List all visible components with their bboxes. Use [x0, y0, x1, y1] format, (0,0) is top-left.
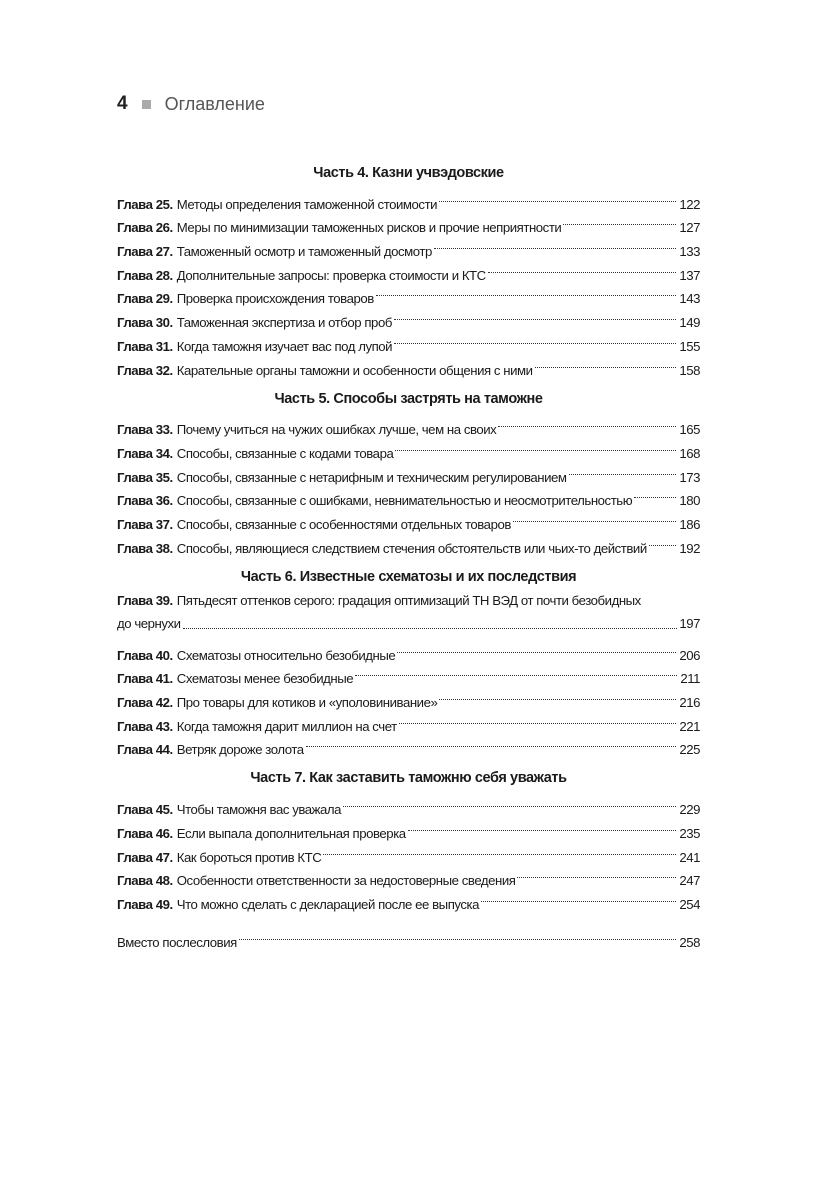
chapter-title: Проверка происхождения товаров [176, 291, 374, 307]
dot-leader [395, 636, 678, 660]
chapter-title: Что можно сделать с декларацией после ее выпуска [176, 896, 480, 912]
dot-leader [392, 303, 678, 327]
page-ref: 241 [679, 849, 700, 865]
chapter-title: Способы, являющиеся следствием стечения обстоятельств или чьих-то действий [176, 540, 647, 556]
chapter-label: Глава 42. [117, 695, 173, 711]
page-ref: 206 [679, 647, 700, 663]
part-heading: Часть 4. Казни учвэдовские [313, 165, 504, 181]
page-ref: 149 [679, 315, 700, 331]
dot-leader [437, 185, 678, 209]
dot-leader [496, 411, 678, 435]
chapter-title: Карательные органы таможни и особенности общения с ними [176, 362, 533, 378]
dot-leader [181, 612, 680, 636]
chapter-title: Ветряк дороже золота [176, 742, 304, 758]
page-ref: 133 [679, 244, 700, 260]
part-heading: Часть 7. Как заставить таможню себя уважать [250, 770, 567, 787]
toc-entry[interactable] [117, 636, 700, 663]
chapter-label: Глава 48. [117, 873, 173, 889]
chapter-label: Глава 25. [117, 196, 173, 212]
dot-leader [341, 790, 678, 814]
page-header [117, 93, 265, 115]
dot-leader [561, 209, 678, 233]
dot-leader [511, 505, 678, 529]
afterword-title: Вместо послесловия [117, 934, 237, 950]
dot-leader [237, 923, 679, 947]
page-ref: 186 [679, 516, 700, 532]
chapter-label: Глава 31. [117, 338, 173, 354]
chapter-label: Глава 37. [117, 516, 173, 532]
chapter-title: Если выпала дополнительная проверка [176, 825, 406, 841]
toc-entry-afterword[interactable] [117, 923, 700, 950]
dot-leader [647, 529, 679, 553]
chapter-title-continued: до чернухи [117, 616, 181, 632]
chapter-label: Глава 27. [117, 244, 173, 260]
page-ref: 168 [679, 445, 700, 461]
page-ref: 143 [679, 291, 700, 307]
page-ref: 137 [679, 267, 700, 283]
dot-leader [393, 434, 678, 458]
page-ref: 173 [679, 469, 700, 485]
page-ref: 216 [679, 695, 700, 711]
page-ref: 127 [679, 220, 700, 236]
chapter-label: Глава 44. [117, 742, 173, 758]
dot-leader [486, 256, 679, 280]
chapter-label: Глава 26. [117, 220, 173, 236]
chapter-label: Глава 39. [117, 592, 173, 608]
chapter-title: Методы определения таможенной стоимости [176, 196, 438, 212]
dot-leader [397, 707, 679, 731]
chapter-title: Как бороться против КТС [176, 849, 322, 865]
chapter-label: Глава 38. [117, 540, 173, 556]
square-separator-icon [142, 100, 151, 109]
chapter-title: Меры по минимизации таможенных рисков и прочие неприятности [176, 220, 562, 236]
running-title: Оглавление [164, 93, 265, 114]
dot-leader [437, 683, 678, 707]
page-ref: 258 [679, 934, 700, 950]
chapter-label: Глава 30. [117, 315, 173, 331]
page-ref: 165 [679, 422, 700, 438]
page-ref: 225 [679, 742, 700, 758]
dot-leader [632, 482, 678, 506]
page-ref: 180 [679, 493, 700, 509]
dot-leader [304, 731, 679, 755]
chapter-label: Глава 45. [117, 802, 173, 818]
chapter-title: Схематозы менее безобидные [176, 671, 354, 687]
chapter-title: Способы, связанные с ошибками, невнимательностью и неосмотрительностью [176, 493, 633, 509]
part-heading: Часть 6. Известные схематозы и их последствия [240, 568, 577, 585]
page-ref: 122 [679, 196, 700, 212]
dot-leader [321, 838, 678, 862]
chapter-label: Глава 33. [117, 422, 173, 438]
chapter-title: Способы, связанные с кодами товара [176, 445, 394, 461]
chapter-label: Глава 40. [117, 647, 173, 663]
page-ref: 247 [679, 873, 700, 889]
chapter-title: Когда таможня дарит миллион на счет [176, 718, 397, 734]
chapter-title: Способы, связанные с нетарифным и техническим регулированием [176, 469, 567, 485]
chapter-label: Глава 32. [117, 362, 173, 378]
part-heading: Часть 5. Способы застрять на таможне [274, 390, 543, 407]
dot-leader [533, 351, 679, 375]
toc-entry[interactable] [117, 185, 700, 212]
chapter-title: Схематозы относительно безобидные [176, 647, 396, 663]
chapter-label: Глава 43. [117, 718, 173, 734]
chapter-title: Пятьдесят оттенков серого: градация оптимизаций ТН ВЭД от почти безобидных [176, 592, 641, 608]
chapter-label: Глава 41. [117, 671, 173, 687]
page-ref: 254 [679, 896, 700, 912]
page-ref: 221 [679, 718, 700, 734]
dot-leader [374, 280, 679, 304]
dot-leader [515, 862, 678, 886]
toc-entry[interactable] [117, 790, 700, 818]
dot-leader [479, 885, 678, 909]
toc-entry[interactable] [117, 411, 700, 438]
page-ref: 229 [679, 802, 700, 818]
page-ref: 158 [679, 362, 700, 378]
chapter-label: Глава 34. [117, 445, 173, 461]
chapter-label: Глава 35. [117, 469, 173, 485]
toc-entry[interactable] [117, 589, 700, 636]
chapter-label: Глава 47. [117, 849, 173, 865]
page-ref: 192 [679, 540, 700, 556]
chapter-title: Про товары для котиков и «уполовинивание» [176, 695, 438, 711]
chapter-title: Таможенный осмотр и таможенный досмотр [176, 244, 432, 260]
dot-leader [353, 660, 679, 684]
chapter-label: Глава 49. [117, 896, 173, 912]
dot-leader [406, 814, 679, 838]
chapter-title: Таможенная экспертиза и отбор проб [176, 315, 392, 331]
page-number: 4 [117, 93, 128, 114]
dot-leader [432, 232, 678, 256]
page-ref: 155 [679, 338, 700, 354]
dot-leader [392, 327, 678, 351]
table-of-contents [117, 161, 700, 950]
chapter-label: Глава 36. [117, 493, 173, 509]
chapter-label: Глава 46. [117, 825, 173, 841]
chapter-title: Особенности ответственности за недостоверные сведения [176, 873, 516, 889]
chapter-title: Почему учиться на чужих ошибках лучше, чем на своих [176, 422, 497, 438]
chapter-label: Глава 29. [117, 291, 173, 307]
page-ref: 197 [679, 616, 700, 632]
page-ref: 211 [680, 671, 700, 687]
chapter-label: Глава 28. [117, 267, 173, 283]
chapter-title: Чтобы таможня вас уважала [176, 802, 342, 818]
page-ref: 235 [679, 825, 700, 841]
dot-leader [567, 458, 679, 482]
chapter-title: Способы, связанные с особенностями отдельных товаров [176, 516, 511, 532]
chapter-title: Дополнительные запросы: проверка стоимости и КТС [176, 267, 486, 283]
chapter-title: Когда таможня изучает вас под лупой [176, 338, 393, 354]
